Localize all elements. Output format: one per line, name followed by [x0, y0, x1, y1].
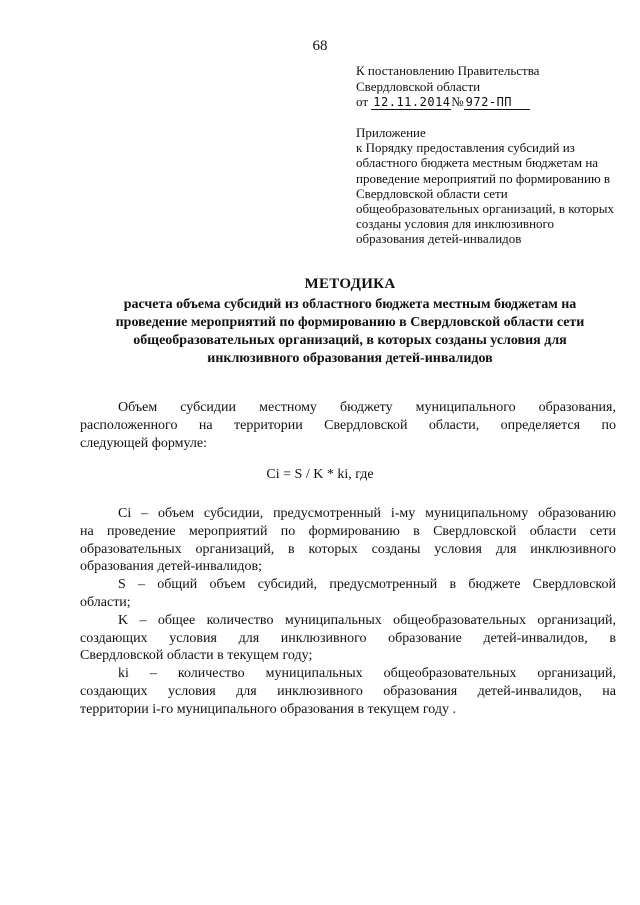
definition-line: образования детей-инвалидов;: [80, 559, 263, 575]
subtitle-line: проведение мероприятий по формированию в Свердловской области сети: [115, 315, 585, 330]
resolution-date-line: [356, 94, 626, 110]
handwritten-date: 12.11.2014: [373, 95, 451, 109]
formula: Ci = S / K * ki, где: [266, 467, 374, 482]
resolution-reference: [356, 63, 626, 110]
paragraph-line: следующей формуле:: [80, 436, 207, 451]
definition-line: области;: [80, 594, 131, 610]
definition-line: ki – количество муниципальных общеобразовательных организаций,: [118, 666, 616, 682]
subtitle-line: инклюзивного образования детей-инвалидов: [207, 351, 493, 366]
document-subtitle: [80, 296, 620, 368]
appendix-line: областного бюджета местным бюджетам на: [356, 155, 599, 171]
number-sign: №: [451, 94, 464, 109]
intro-paragraph: [80, 399, 616, 453]
paragraph-line: расположенного на территории Свердловской области, определяется по: [80, 418, 616, 433]
appendix-line: созданы условия для инклюзивного: [356, 216, 555, 232]
resolution-line-1: К постановлению Правительства: [356, 63, 540, 78]
appendix-line: к Порядку предоставления субсидий из: [356, 140, 575, 156]
page-number: 68: [312, 38, 328, 54]
definition-line: на проведение мероприятий по формированию в Свердловской области сети: [80, 523, 616, 539]
definition-line: Ci – объем субсидии, предусмотренный i-му муниципальному образованию: [118, 506, 616, 521]
definitions: [80, 505, 616, 719]
definition-line: создающих условия для инклюзивного образования детей-инвалидов, на: [80, 683, 616, 699]
definition-line: S – общий объем субсидий, предусмотренный в бюджете Свердловской: [118, 577, 616, 593]
handwritten-number: 972-ПП: [464, 96, 530, 110]
from-prefix: от: [356, 94, 369, 109]
definition-line: Свердловской области в текущем году;: [80, 648, 313, 664]
appendix-reference: [356, 125, 624, 247]
resolution-line-2: Свердловской области: [356, 78, 481, 94]
appendix-line: Приложение: [356, 125, 426, 140]
subtitle-line: общеобразовательных организаций, в которых созданы условия для: [133, 333, 567, 348]
definition-line: образовательных организаций, в которых созданы условия для инклюзивного: [80, 541, 616, 557]
appendix-line: Свердловской области сети: [356, 185, 508, 201]
paragraph-line: Объем субсидии местному бюджету муниципального образования,: [118, 400, 616, 415]
appendix-line: проведение мероприятий по формированию в: [356, 170, 611, 186]
definition-line: территории i-го муниципального образования в текущем году .: [80, 701, 456, 717]
definition-line: K – общее количество муниципальных общеобразовательных организаций,: [118, 612, 616, 628]
appendix-line: общеобразовательных организаций, в которых: [356, 201, 614, 217]
appendix-line: образования детей-инвалидов: [356, 231, 522, 247]
subtitle-line: расчета объема субсидий из областного бюджета местным бюджетам на: [123, 297, 577, 312]
definition-line: создающих условия для инклюзивного образование детей-инвалидов, в: [80, 630, 616, 646]
document-title: МЕТОДИКА: [304, 276, 396, 292]
